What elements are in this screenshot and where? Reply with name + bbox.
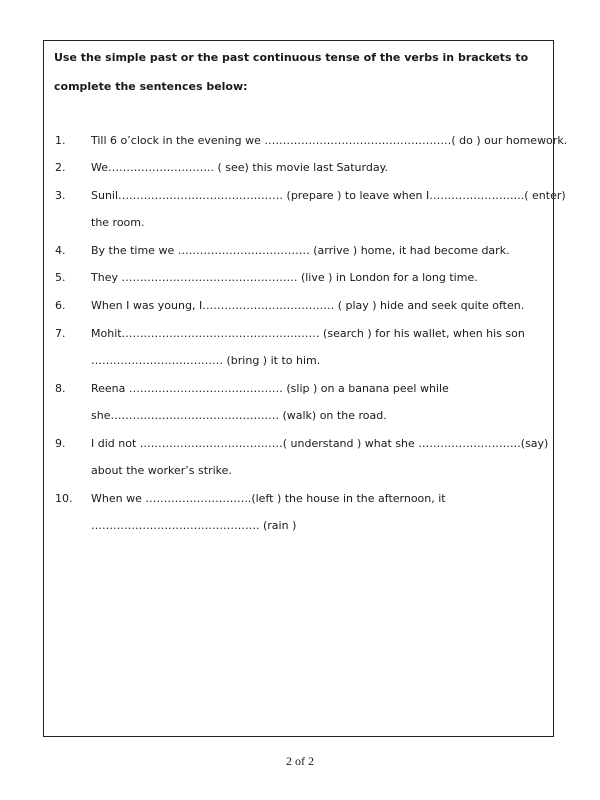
instruction-line-2: complete the sentences below:	[54, 80, 248, 93]
exercise-9-number: 9.	[55, 437, 66, 450]
exercise-3-number: 3.	[55, 189, 66, 202]
page-number: 2 of 2	[286, 754, 314, 768]
exercise-6-text: When I was young, I……………………………… ( play ) hide and seek quite often.	[91, 299, 525, 312]
exercise-7-number: 7.	[55, 327, 66, 340]
exercise-2-text: We……………………….. ( see) this movie last Saturday.	[91, 161, 389, 174]
exercise-4-number: 4.	[55, 244, 66, 257]
exercise-6-number: 6.	[55, 299, 66, 312]
exercise-10-number: 10.	[55, 492, 73, 505]
exercise-8-text: Reena …………………………………… (slip ) on a banana peel while	[91, 382, 449, 395]
exercise-7-text: Mohit……………………………………………… (search ) for his wallet, when his son	[91, 327, 525, 340]
exercise-9-text-continued: about the worker’s strike.	[91, 464, 232, 477]
exercise-10-text: When we ………………………..(left ) the house in the afternoon, it	[91, 492, 446, 505]
exercise-10-text-continued: ………………………………………. (rain )	[91, 519, 297, 532]
exercise-9-text: I did not …………………………………( understand ) what she ……………………….(say)	[91, 437, 549, 450]
exercise-4-text: By the time we ……………………………… (arrive ) home, it had become dark.	[91, 244, 510, 257]
exercise-3-text: Sunil……………………………………… (prepare ) to leave when I……………………..( enter)	[91, 189, 566, 202]
exercise-2-number: 2.	[55, 161, 66, 174]
exercise-1-number: 1.	[55, 134, 66, 147]
exercise-3-text-continued: the room.	[91, 216, 145, 229]
exercise-7-text-continued: ……………………………… (bring ) it to him.	[91, 354, 321, 367]
exercise-5-text: They ………………………………………… (live ) in London for a long time.	[91, 271, 478, 284]
exercise-5-number: 5.	[55, 271, 66, 284]
instruction-line-1: Use the simple past or the past continuous tense of the verbs in brackets to	[54, 51, 529, 64]
exercise-8-text-continued: she………………………………………. (walk) on the road.	[91, 409, 387, 422]
exercise-8-number: 8.	[55, 382, 66, 395]
exercise-1-text: Till 6 o’clock in the evening we ……………………………………………( do ) our homework.	[91, 134, 568, 147]
